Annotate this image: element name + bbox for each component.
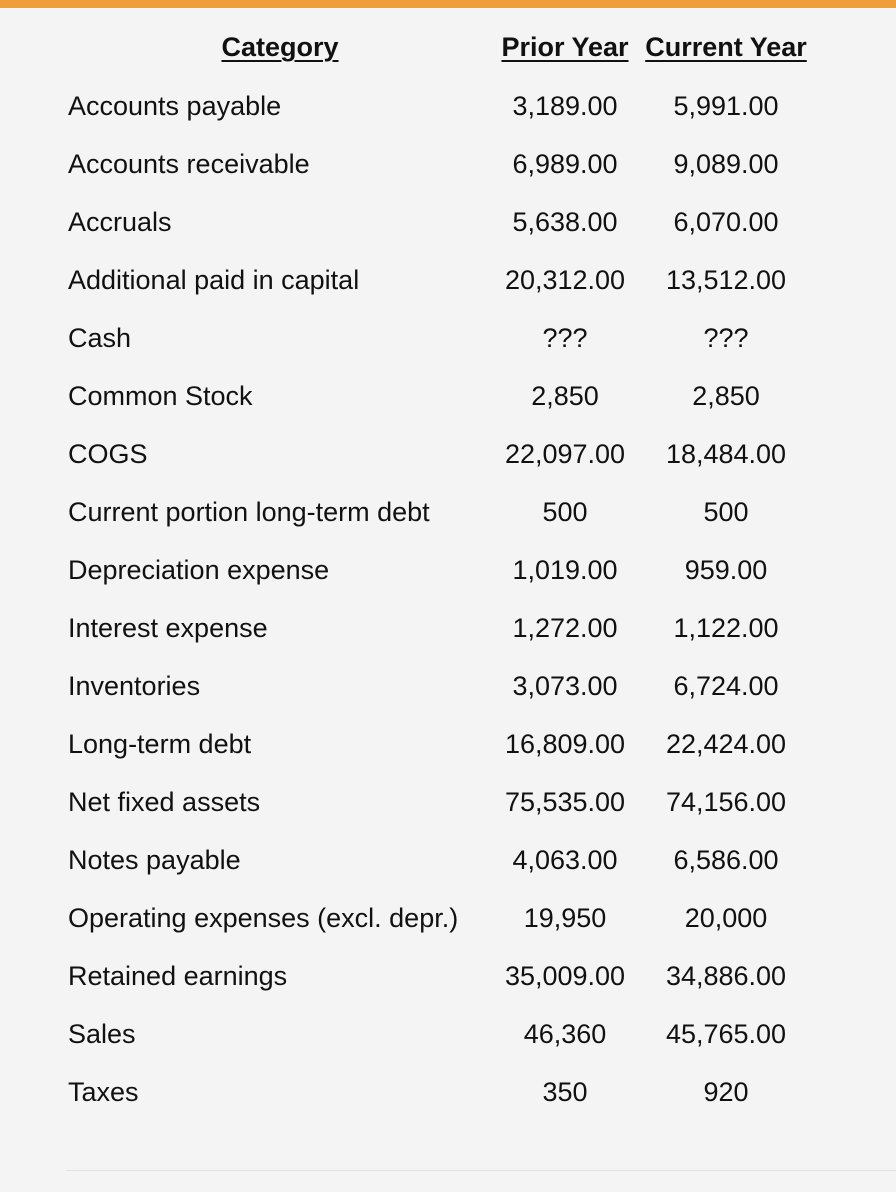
top-accent-bar: [0, 0, 896, 8]
row-prior-value: 6,989.00: [512, 149, 618, 179]
table-row: [0, 832, 896, 890]
row-prior-value: 5,638.00: [512, 207, 618, 237]
row-prior-value: 500: [542, 497, 588, 527]
table-header: [0, 28, 896, 72]
row-prior-value: 3,073.00: [512, 671, 618, 701]
row-category: Interest expense: [68, 613, 268, 643]
row-prior-value: ???: [542, 323, 588, 353]
row-category: Notes payable: [68, 845, 241, 875]
row-current-value: 9,089.00: [673, 149, 779, 179]
row-current-value: 2,850: [692, 381, 760, 411]
row-prior-value: 46,360: [523, 1019, 607, 1049]
row-current-value: 1,122.00: [673, 613, 779, 643]
row-current-value: 45,765.00: [665, 1019, 787, 1049]
row-prior-value: 35,009.00: [504, 961, 626, 991]
row-current-value: 13,512.00: [665, 265, 787, 295]
row-prior-value: 3,189.00: [512, 91, 618, 121]
table-row: [0, 600, 896, 658]
row-category: Net fixed assets: [68, 787, 261, 817]
row-prior-value: 1,019.00: [512, 555, 618, 585]
table-row: [0, 774, 896, 832]
table-row: [0, 310, 896, 368]
row-prior-value: 1,272.00: [512, 613, 618, 643]
row-category: Depreciation expense: [68, 555, 330, 585]
row-current-value: 920: [703, 1077, 749, 1107]
row-current-value: 22,424.00: [665, 729, 787, 759]
row-current-value: 500: [703, 497, 749, 527]
table-row: [0, 716, 896, 774]
table-row: [0, 658, 896, 716]
row-current-value: 6,724.00: [673, 671, 779, 701]
table-row: [0, 1006, 896, 1064]
table-row: [0, 1064, 896, 1122]
table-row: [0, 252, 896, 310]
row-prior-value: 2,850: [531, 381, 599, 411]
row-prior-value: 22,097.00: [504, 439, 626, 469]
row-category: Common Stock: [68, 381, 253, 411]
row-category: COGS: [68, 439, 148, 469]
row-current-value: 34,886.00: [665, 961, 787, 991]
row-prior-value: 16,809.00: [504, 729, 626, 759]
table-row: [0, 484, 896, 542]
row-prior-value: 20,312.00: [504, 265, 626, 295]
row-prior-value: 350: [542, 1077, 588, 1107]
financial-table: [0, 78, 896, 1122]
row-category: Operating expenses (excl. depr.): [68, 903, 459, 933]
row-category: Additional paid in capital: [68, 265, 360, 295]
row-current-value: 5,991.00: [673, 91, 779, 121]
row-current-value: 20,000: [684, 903, 768, 933]
table-row: [0, 948, 896, 1006]
row-category: Cash: [68, 323, 132, 353]
row-category: Taxes: [68, 1077, 139, 1107]
row-category: Current portion long-term debt: [68, 497, 430, 527]
table-row: [0, 426, 896, 484]
header-category: Category: [221, 32, 339, 62]
table-row: [0, 542, 896, 600]
row-category: Long-term debt: [68, 729, 252, 759]
row-prior-value: 19,950: [523, 903, 607, 933]
table-row: [0, 368, 896, 426]
row-current-value: 6,070.00: [673, 207, 779, 237]
table-row: [0, 890, 896, 948]
row-current-value: 6,586.00: [673, 845, 779, 875]
row-prior-value: 75,535.00: [504, 787, 626, 817]
row-category: Retained earnings: [68, 961, 288, 991]
bottom-divider: [66, 1170, 896, 1171]
row-current-value: 18,484.00: [665, 439, 787, 469]
row-category: Accounts receivable: [68, 149, 310, 179]
table-row: [0, 136, 896, 194]
table-row: [0, 78, 896, 136]
row-category: Sales: [68, 1019, 136, 1049]
row-prior-value: 4,063.00: [512, 845, 618, 875]
table-row: [0, 194, 896, 252]
header-prior-year: Prior Year: [501, 32, 629, 62]
header-current-year: Current Year: [645, 32, 807, 62]
row-category: Inventories: [68, 671, 201, 701]
row-category: Accounts payable: [68, 91, 282, 121]
row-current-value: ???: [703, 323, 749, 353]
row-current-value: 959.00: [684, 555, 768, 585]
row-current-value: 74,156.00: [665, 787, 787, 817]
row-category: Accruals: [68, 207, 172, 237]
